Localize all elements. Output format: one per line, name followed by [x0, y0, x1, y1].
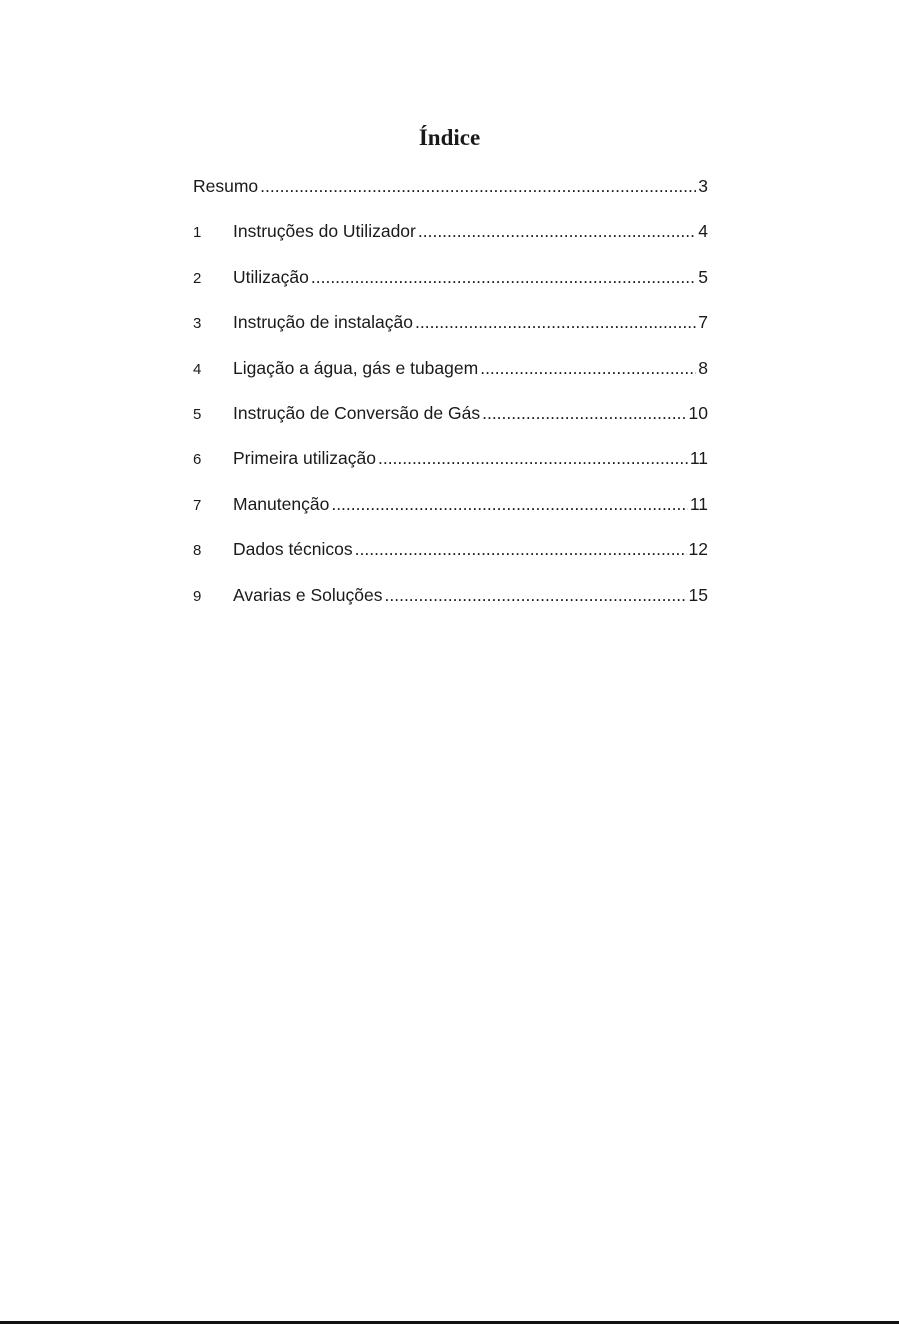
toc-entry-number: 2 — [193, 269, 202, 287]
toc-leader-dots — [260, 174, 696, 198]
table-of-contents — [193, 174, 708, 628]
toc-leader-dots — [378, 446, 688, 470]
toc-entry-label: Manutenção — [233, 493, 330, 514]
toc-entry-label: Instrução de Conversão de Gás — [233, 402, 481, 423]
toc-entry-page: 15 — [688, 584, 708, 605]
page-title: Índice — [418, 125, 481, 150]
toc-entry-page: 11 — [689, 448, 708, 469]
toc-entry-number: 1 — [193, 224, 202, 242]
toc-entry-label: Utilização — [233, 266, 309, 287]
toc-entry-label: Primeira utilização — [233, 448, 376, 469]
toc-leader-dots — [331, 492, 688, 516]
toc-entry-page: 12 — [688, 539, 708, 560]
toc-entry-page: 3 — [698, 176, 708, 196]
toc-entry-page: 8 — [698, 357, 708, 378]
toc-entry-page: 11 — [689, 493, 708, 514]
toc-entry-6[interactable] — [193, 446, 708, 491]
toc-entry-5[interactable] — [193, 401, 708, 446]
toc-leader-dots — [480, 356, 696, 380]
toc-leader-dots — [311, 265, 696, 289]
toc-entry-summary[interactable] — [193, 174, 708, 219]
toc-entry-9[interactable] — [193, 583, 708, 628]
toc-entry-number: 6 — [193, 451, 202, 469]
toc-entry-2[interactable] — [193, 265, 708, 310]
toc-leader-dots — [385, 583, 687, 607]
toc-entry-1[interactable] — [193, 219, 708, 264]
toc-entry-number: 7 — [193, 496, 202, 514]
toc-entry-page: 10 — [688, 402, 708, 423]
toc-entry-number: 8 — [193, 542, 202, 560]
toc-entry-4[interactable] — [193, 356, 708, 401]
toc-entry-number: 3 — [193, 315, 202, 333]
toc-entry-label: Avarias e Soluções — [233, 584, 383, 605]
toc-entry-3[interactable] — [193, 310, 708, 355]
toc-leader-dots — [415, 310, 696, 334]
toc-entry-label: Instruções do Utilizador — [233, 221, 416, 242]
toc-leader-dots — [482, 401, 686, 425]
toc-entry-7[interactable] — [193, 492, 708, 537]
toc-entry-number: 9 — [193, 587, 202, 605]
toc-entry-number: 5 — [193, 405, 202, 423]
toc-leader-dots — [355, 537, 687, 561]
toc-entry-label: Ligação a água, gás e tubagem — [233, 357, 479, 378]
toc-entry-page: 4 — [698, 221, 708, 242]
toc-entry-label: Instrução de instalação — [233, 312, 413, 333]
toc-entry-label: Dados técnicos — [233, 539, 353, 560]
toc-entry-page: 7 — [698, 312, 708, 333]
toc-entry-page: 5 — [698, 266, 708, 287]
toc-entry-8[interactable] — [193, 537, 708, 582]
toc-entry-label: Resumo — [193, 176, 259, 196]
toc-leader-dots — [418, 219, 696, 243]
toc-entry-number: 4 — [193, 360, 202, 378]
